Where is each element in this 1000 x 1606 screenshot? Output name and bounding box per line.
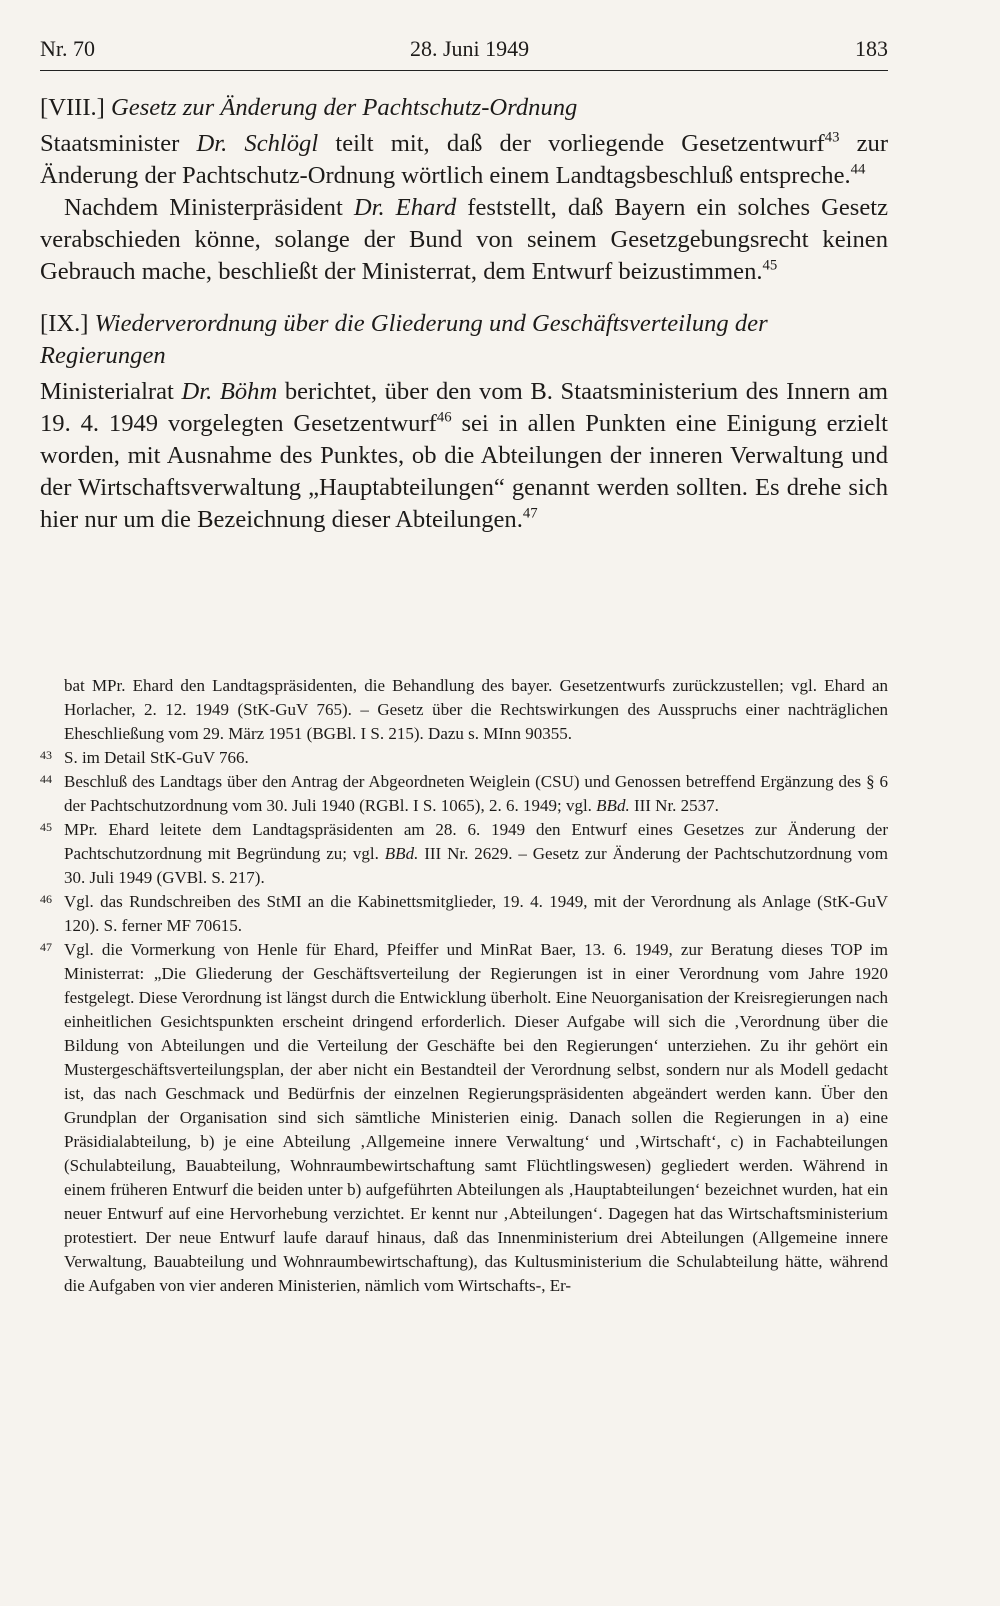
footnote-text: Vgl. die Vormerkung von Henle für Ehard, Pfeiffer und MinRat Baer, 13. 6. 1949, zur Beratung dieses TOP im Ministerrat: „Die Gliederung der Geschäftsverteilung der Regierungen ist in einer Verordnung vom Jahre 1920 festgelegt. Diese Verordnung ist längst durch die Entwicklung überholt. Eine Neuorganisation der Kreisregierungen nach einheitlichen Gesichtspunkten erscheint dringend erforderlich. Dieser Aufgabe will sich die ‚Verordnung über die Bildung von Abteilungen und die Verteilung der Geschäfte bei den Regierungen‘ unterziehen. Zu ihr gehört ein Mustergeschäftsverteilungsplan, der aber nicht ein Bestandteil der Verordnung selbst, sondern nur als Modell gedacht ist, das nach Geschmack und Bedürfnis der einzelnen Regierungspräsidenten abgeändert werden kann. Über den Grundplan der Organisation sind sich sämtliche Ministerien einig. Danach sollen die Regierungen in a) eine Präsidialabteilung, b) je eine Abteilung ‚Allgemeine innere Verwaltung‘ und ‚Wirtschaft‘, c) in Fachabteilungen (Schulabteilung, Bauabteilung, Wohnraumbewirtschaftung samt Flüchtlingswesen) gegliedert werden. Während in einem früheren Entwurf die beiden unter b) aufgeführten Abteilungen als ‚Hauptabteilungen‘ bezeichnet wurden, hat ein neuer Entwurf auf eine Hervorhebung verzichtet. Er kennt nur ‚Abteilungen‘. Dagegen hat das Wirtschaftsministerium protestiert. Der neue Entwurf laufe darauf hinaus, daß das Innenministerium drei Abteilungen (Allgemeine innere Verwaltung, Bauabteilung und Wohnraumbewirtschaftung), das Kultusministerium die Schulabteilung hätte, während die Aufgaben von vier anderen Ministerien, nämlich vom Wirtschafts-, Er- bbox=[64, 940, 888, 1295]
footnote-45 bbox=[40, 818, 888, 890]
text-run: Nachdem Ministerpräsident bbox=[64, 194, 354, 221]
section-title: Gesetz zur Änderung der Pachtschutz-Ordnung bbox=[111, 94, 578, 121]
footnote-46 bbox=[40, 890, 888, 938]
text-run: sei in allen Punkten eine Einigung erzielt worden, mit Ausnahme des Punktes, ob die Abteilungen der inneren Verwaltung und der Wirtschaftsverwaltung „Hauptabteilungen“ genannt werden sollten. Es drehe sich hier nur um die Bezeichnung dieser Abteilungen. bbox=[40, 410, 889, 533]
text-run: berichtet, über den vom B. Staatsministerium des Innern am 19. 4. 1949 vorgelegten Gesetzentwurf bbox=[40, 378, 889, 437]
footnote-number: 44 bbox=[40, 772, 52, 786]
section-heading-ix bbox=[40, 308, 888, 372]
footnote-abbrev: BBd. bbox=[384, 844, 419, 863]
footnote-text: III Nr. 2629. – Gesetz zur Änderung der Pachtschutzordnung vom 30. Juli 1949 (GVBl. S. 217). bbox=[64, 844, 888, 887]
footnote-text: S. im Detail StK-GuV 766. bbox=[64, 748, 249, 767]
footnote-text: MPr. Ehard leitete dem Landtagspräsidenten am 28. 6. 1949 den Entwurf eines Gesetzes zur Änderung der Pachtschutzordnung mit Begründung zu; vgl. bbox=[64, 820, 888, 863]
document-number: Nr. 70 bbox=[40, 36, 95, 61]
person-name: Dr. Schlögl bbox=[196, 130, 319, 157]
main-text bbox=[40, 92, 888, 536]
section-number: [VIII.] bbox=[40, 94, 105, 121]
footnote-ref: 43 bbox=[824, 129, 840, 146]
footnote-ref: 46 bbox=[436, 409, 452, 426]
person-name: Dr. Ehard bbox=[353, 194, 457, 221]
spacer bbox=[40, 288, 888, 308]
footnote-ref: 45 bbox=[762, 257, 778, 274]
section-number: [IX.] bbox=[40, 310, 89, 337]
footnotes bbox=[40, 674, 888, 1298]
paragraph bbox=[40, 376, 888, 536]
footnote-text: Beschluß des Landtags über den Antrag der Abgeordneten Weiglein (CSU) und Genossen betreffend Ergänzung des § 6 der Pachtschutzordnung vom 30. Juli 1940 (RGBl. I S. 1065), 2. 6. 1949; vgl. bbox=[64, 772, 888, 815]
person-name: Dr. Böhm bbox=[181, 378, 278, 405]
text-run: teilt mit, daß der vorliegende Gesetzentwurf bbox=[318, 130, 825, 157]
paragraph bbox=[40, 128, 888, 192]
footnote-47 bbox=[40, 938, 888, 1298]
footnote-text: III Nr. 2537. bbox=[629, 796, 719, 815]
footnote-ref: 44 bbox=[850, 161, 866, 178]
section-title: Wiederverordnung über die Gliederung und Geschäftsverteilung der Regierungen bbox=[40, 310, 768, 369]
page-number: 183 bbox=[855, 36, 888, 61]
footnote-44 bbox=[40, 770, 888, 818]
footnote-number: 45 bbox=[40, 820, 52, 834]
text-run: Ministerialrat bbox=[40, 378, 182, 405]
footnote-ref: 47 bbox=[522, 505, 538, 522]
footnote-number: 43 bbox=[40, 748, 52, 762]
running-header bbox=[40, 30, 888, 71]
footnote-number: 46 bbox=[40, 892, 52, 906]
footnote-continuation: bat MPr. Ehard den Landtagspräsidenten, die Behandlung des bayer. Gesetzentwurfs zurückzustellen; vgl. Ehard an Horlacher, 2. 12. 1949 (StK-GuV 765). – Gesetz über die Rechtswirkungen des Ausspruchs einer nachträglichen Eheschließung vom 29. März 1951 (BGBl. I S. 215). Dazu s. MInn 90355. bbox=[64, 676, 888, 743]
footnote-43 bbox=[40, 746, 888, 770]
text-run: feststellt, daß Bayern ein solches Gesetz verabschieden könne, solange der Bund von seinem Gesetzgebungsrecht keinen Gebrauch mache, beschließt der Ministerrat, dem Entwurf beizustimmen. bbox=[40, 194, 888, 285]
footnote-abbrev: BBd. bbox=[596, 796, 630, 815]
footnote-text: Vgl. das Rundschreiben des StMI an die Kabinettsmitglieder, 19. 4. 1949, mit der Verordnung als Anlage (StK-GuV 120). S. ferner MF 70615. bbox=[64, 892, 888, 935]
text-run: Staatsminister bbox=[40, 130, 197, 157]
section-heading-viii bbox=[40, 92, 888, 124]
footnote-number: 47 bbox=[40, 940, 52, 954]
session-date: 28. Juni 1949 bbox=[410, 36, 530, 61]
text-run: zur Änderung der Pachtschutz-Ordnung wörtlich einem Landtagsbeschluß entspreche. bbox=[40, 130, 889, 189]
paragraph bbox=[40, 192, 888, 288]
